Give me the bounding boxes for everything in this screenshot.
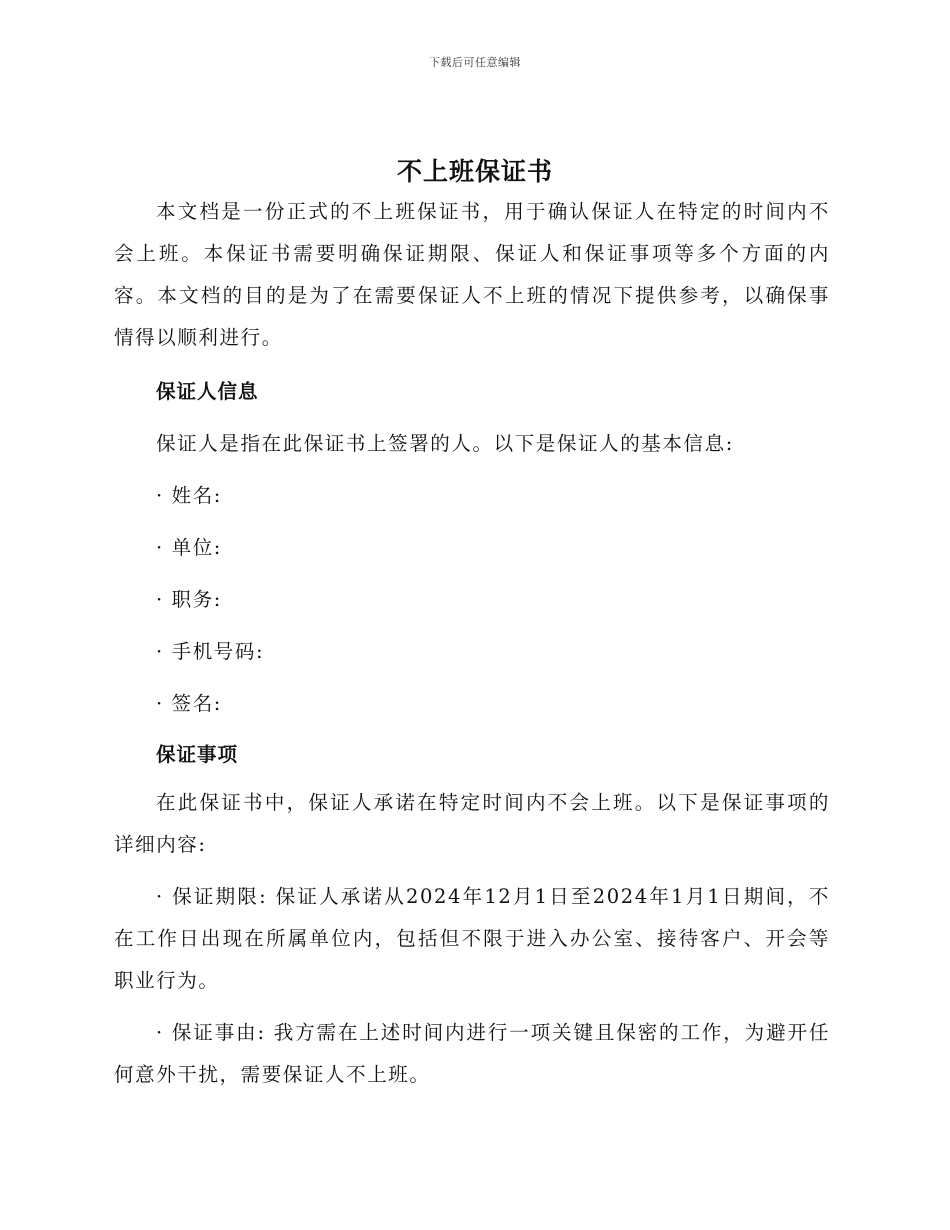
field-signature: · 签名: [156, 692, 222, 715]
guarantee-matters-heading: 保证事项 [156, 743, 239, 766]
guarantee-matters-description: 在此保证书中，保证人承诺在特定时间内不会上班。以下是保证事项的详细内容: [114, 791, 830, 856]
guarantee-reason: · 保证事由: 我方需在上述时间内进行一项关键且保密的工作，为避开任何意外干扰，需要保证人不上班。 [114, 1021, 830, 1086]
document-title: 不上班保证书 [396, 157, 553, 186]
field-position: · 职务: [156, 588, 222, 611]
field-name: · 姓名: [156, 484, 222, 507]
field-unit: · 单位: [156, 536, 222, 559]
intro-paragraph: 本文档是一份正式的不上班保证书，用于确认保证人在特定的时间内不会上班。本保证书需要明确保证期限、保证人和保证事项等多个方面的内容。本文档的目的是为了在需要保证人不上班的情况下提供参考，以确保事情得以顺利进行。 [114, 200, 830, 349]
guarantee-period: · 保证期限: 保证人承诺从2024年12月1日至2024年1月1日期间，不在工作日出现在所属单位内，包括但不限于进入办公室、接待客户、开会等职业行为。 [114, 885, 830, 992]
guarantor-info-description: 保证人是指在此保证书上签署的人。以下是保证人的基本信息: [156, 432, 734, 455]
field-phone: · 手机号码: [156, 640, 265, 663]
guarantor-info-heading: 保证人信息 [156, 380, 259, 403]
header-note: 下载后可任意编辑 [429, 56, 521, 69]
